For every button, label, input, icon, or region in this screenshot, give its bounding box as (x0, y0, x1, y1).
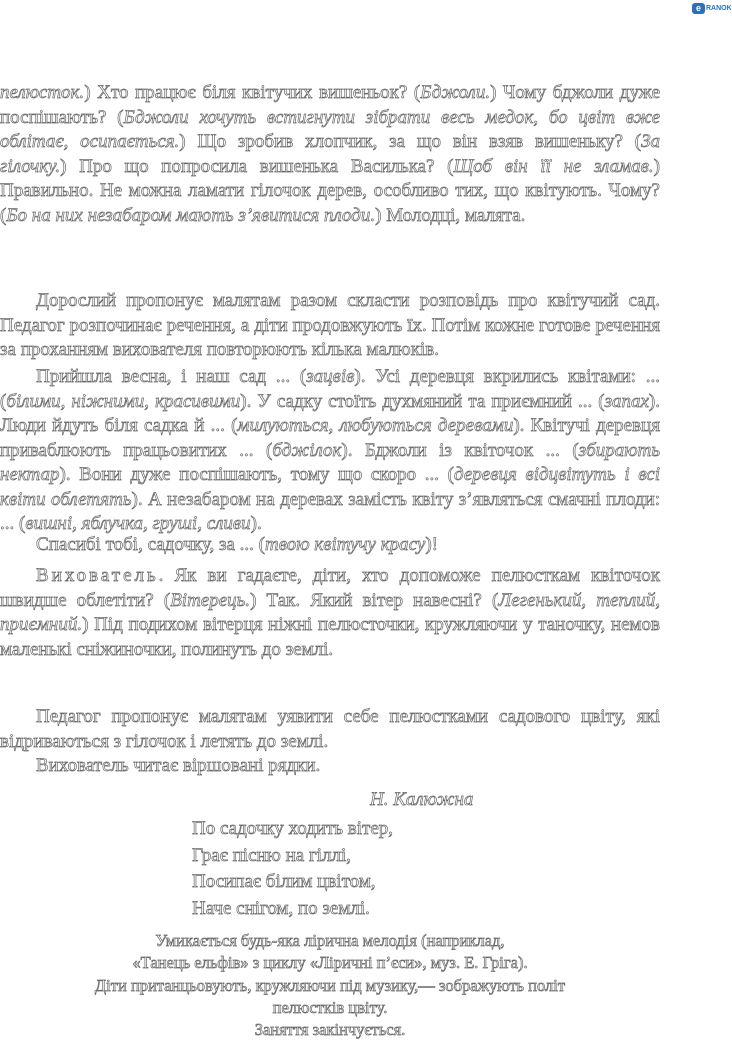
paragraph-imagine: Педагог пропонує малятам уявити себе пелюстками садового цвіту, які відриваються з гілочок і летять до землі. (0, 706, 660, 752)
text: ). Квітучі деревця приваблюють працьовитих ... ( (0, 415, 660, 461)
text: )! (425, 534, 438, 555)
text-italic: зацвів (306, 366, 355, 387)
text-italic: білими, ніжними, красивими (6, 390, 241, 412)
text-italic: Вітерець. (170, 589, 251, 611)
text: ) Молодці, малята. (375, 204, 526, 226)
text-italic: бджілок (272, 439, 342, 461)
paragraph-instruction: Дорослий пропонує малятам разом скласти розповідь про квітучий сад. Педагог розпочинає речення, а діти продовжують їх. Потім кожне готове речення за проханням вихователя повторюють кілька малюків. (0, 290, 660, 360)
paragraph-story (0, 365, 660, 537)
text-italic: милуються, любуються деревами (237, 415, 514, 436)
text: ). Вони дуже поспішають, тому що скоро ... ( (59, 464, 454, 485)
text-italic: За гілочку. (0, 131, 661, 177)
text: ). (250, 513, 262, 534)
paragraph-questions (0, 81, 660, 228)
text: ). Люди йдуть біля садка й ... ( (0, 390, 660, 436)
poem-line: По садочку ходить вітер, (192, 818, 394, 839)
text: ) Хто працює біля квітучих вишеньок? ( (84, 82, 421, 103)
speaker-label: Вихователь (36, 565, 159, 586)
text-italic: вишні, яблучка, груші, сливи (25, 513, 251, 534)
text-italic: пелюсток. (0, 82, 85, 103)
text: ) Про що попросила вишенька Василька? ( (60, 155, 454, 177)
poem-line: Посипає білим цвітом, (192, 871, 376, 892)
poem (192, 816, 393, 922)
text-italic: Бджоли хочуть встигнути зібрати весь медок, бо цвіт вже облітає, осипається. (0, 106, 660, 152)
text: ). Усі деревця вкрились квітами: ... ( (0, 366, 660, 412)
text: . Як ви гадаєте, діти, хто допоможе пелюсткам квіточок швидше облетіти? ( (0, 565, 660, 611)
text: ) Що зробив хлопчик, за що він взяв вишеньку? ( (179, 131, 642, 152)
text: ) Під подихом вітерця ніжні пелюсточки, кружляючи у таночку, немов маленькі сніжиночки, полинуть до землі. (0, 614, 660, 660)
paragraph-thanks (0, 533, 660, 558)
note-line: «Танець ельфів» з циклу «Ліричні п’єси», муз. Е. Гріга). (132, 953, 528, 973)
logo-text: RANOK (706, 4, 732, 12)
logo-mark: e (692, 3, 705, 14)
text: ) Правильно. Не можна ламати гілочок дерев, особливо тих, що квітують. Чому? ( (0, 155, 660, 226)
text: Спасибі тобі, садочку, за ... ( (36, 534, 265, 555)
text: ). Бджоли із квіточок ... ( (341, 439, 579, 461)
text-italic: Щоб він її не зламав. (453, 155, 654, 177)
note-line: пелюстків цвіту. (272, 997, 388, 1017)
text-italic: запах (604, 390, 649, 412)
text: Прийшла весна, і наш сад ... ( (36, 366, 307, 387)
note-line: Умикається будь-яка лірична мелодія (наприклад, (155, 931, 505, 950)
text-italic: Бджоли. (420, 82, 491, 103)
text-italic: Легенький, теплий, приємний. (0, 589, 661, 635)
text-italic: Бо на них незабаром мають з’явитися плоди. (6, 204, 376, 226)
poem-line: Грає пісню на гіллі, (192, 844, 352, 866)
text-italic: твою квітучу красу (264, 534, 426, 555)
poem-author: Н. Калюжна (370, 789, 474, 810)
note-line: Діти пританцьовують, кружляючи під музику,— зображують політ (94, 975, 566, 995)
text: ) Чому бджоли дуже поспішають? ( (0, 82, 661, 128)
paragraph-teacher (0, 564, 660, 662)
closing-note (0, 930, 660, 1041)
text: ). У садку стоїть духмяний та приємний ... ( (240, 390, 605, 412)
text: ) Так. Який вітер навесні? ( (250, 589, 499, 611)
text-italic: збирають нектар (0, 439, 660, 485)
text-italic: деревця відцвітуть і всі квіти облетять (0, 464, 660, 510)
publisher-logo (692, 1, 732, 15)
text: ). А незабаром на деревах замість квіту з’являться смачні плоди: ... ( (0, 488, 661, 534)
note-line: Заняття закінчується. (254, 1020, 406, 1040)
poem-line: Наче снігом, по землі. (192, 897, 370, 919)
paragraph-reading: Вихователь читає віршовані рядки. (36, 755, 321, 776)
